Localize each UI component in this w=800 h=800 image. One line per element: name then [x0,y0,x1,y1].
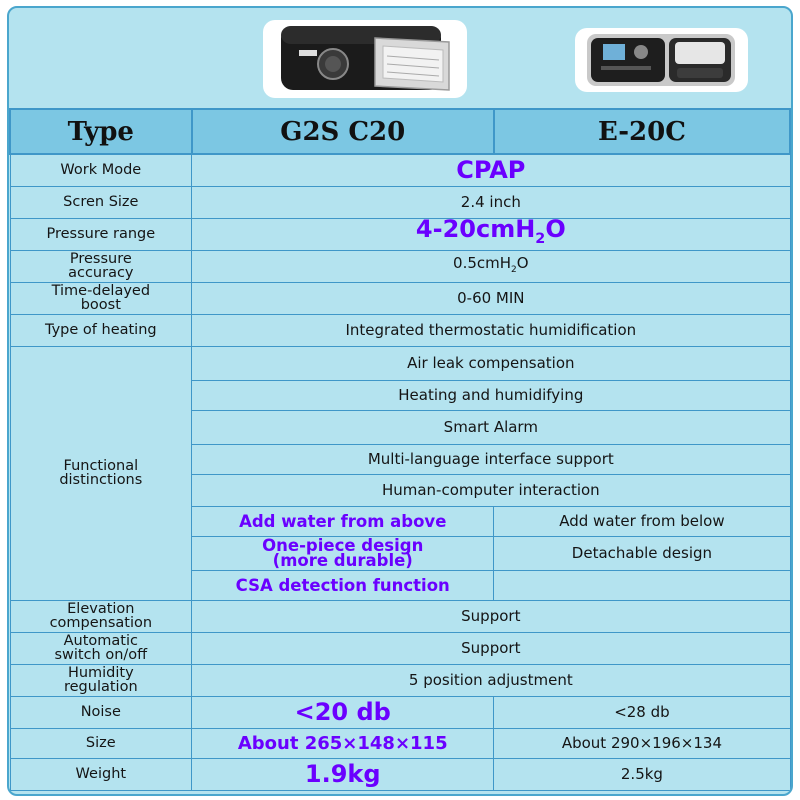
table-row [10,282,790,314]
feature-smart-alarm: Smart Alarm [192,410,790,444]
product-image-e-20c [575,28,748,92]
row-label-auto-switch: Automatic switch on/off [10,632,192,664]
design-e20c: Detachable design [494,536,790,570]
weight-e20c: 2.5kg [494,758,790,790]
row-label-pressure-accuracy: Pressure accuracy [10,250,192,282]
row-label-work-mode: Work Mode [10,154,192,186]
table-row [10,632,790,664]
row-label-boost: Time-delayed boost [10,282,192,314]
work-mode-value: CPAP [192,154,790,186]
humidity-value: 5 position adjustment [192,664,790,696]
row-label-size: Size [10,728,192,758]
table-row [10,314,790,346]
row-label-weight: Weight [10,758,192,790]
design-g2s: One-piece design (more durable) [192,536,494,570]
table-row [10,728,790,758]
header-row [10,109,790,154]
table-row [10,154,790,186]
row-label-humidity: Humidity regulation [10,664,192,696]
table-row [10,758,790,790]
feature-heating-humidifying: Heating and humidifying [192,380,790,410]
table-row [10,218,790,250]
comparison-card [7,6,793,796]
weight-g2s: 1.9kg [192,758,494,790]
water-e20c: Add water from below [494,506,790,536]
pressure-accuracy-value: 0.5cmH$_2$O [192,250,790,282]
row-label-elevation: Elevation compensation [10,600,192,632]
header-model-e-20c: E-20C [494,109,790,154]
heating-value: Integrated thermostatic humidification [192,314,790,346]
feature-multi-language: Multi-language interface support [192,444,790,474]
pressure-range-value: 4-20cmH$_2$O [192,218,790,250]
product-image-g2s-c20 [263,20,467,98]
noise-e20c: <28 db [494,696,790,728]
feature-air-leak: Air leak compensation [192,346,790,380]
row-label-noise: Noise [10,696,192,728]
header-type: Type [10,109,192,154]
csa-e20c [494,570,790,600]
table-row [10,600,790,632]
water-g2s: Add water from above [192,506,494,536]
table-row [10,186,790,218]
csa-g2s: CSA detection function [192,570,494,600]
row-label-functional-distinctions: Functional distinctions [10,346,192,600]
row-label-pressure-range: Pressure range [10,218,192,250]
size-g2s: About 265×148×115 [192,728,494,758]
table-row [10,346,790,380]
table-row [10,250,790,282]
table-row [10,696,790,728]
feature-human-computer: Human-computer interaction [192,474,790,506]
noise-g2s: <20 db [192,696,494,728]
row-label-screen-size: Scren Size [10,186,192,218]
screen-size-value: 2.4 inch [192,186,790,218]
row-label-heating: Type of heating [10,314,192,346]
header-model-g2s-c20: G2S C20 [192,109,494,154]
table-row [10,664,790,696]
auto-switch-value: Support [192,632,790,664]
elevation-value: Support [192,600,790,632]
size-e20c: About 290×196×134 [494,728,790,758]
specs-table [9,108,791,791]
boost-value: 0-60 MIN [192,282,790,314]
